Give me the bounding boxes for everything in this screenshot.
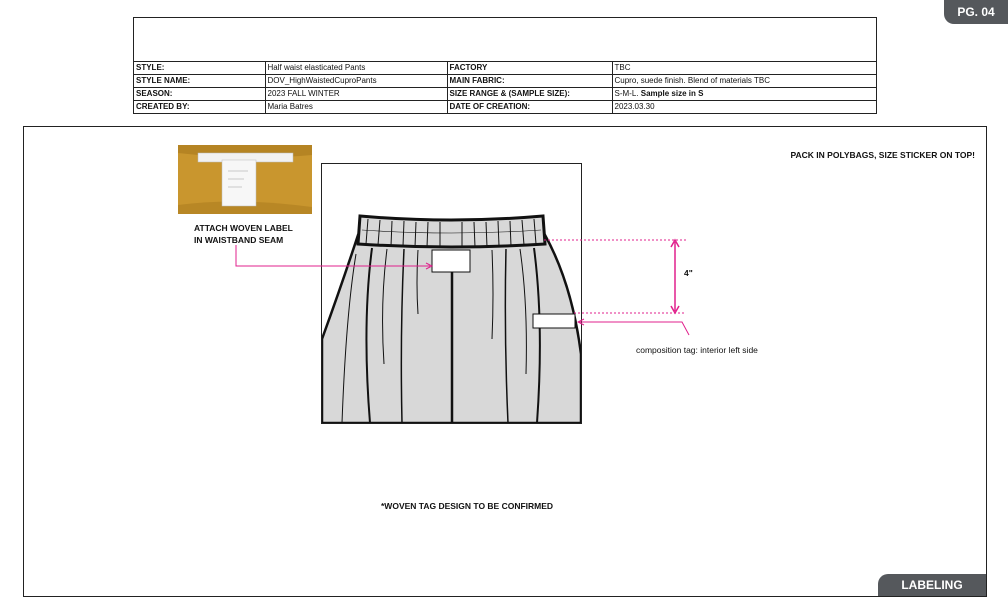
header-blank-area bbox=[134, 18, 876, 62]
composition-tag-note: composition tag: interior left side bbox=[636, 345, 758, 355]
label-created-by: CREATED BY: bbox=[134, 101, 265, 114]
table-row bbox=[134, 101, 876, 114]
packing-note: PACK IN POLYBAGS, SIZE STICKER ON TOP! bbox=[790, 150, 975, 160]
value-factory: TBC bbox=[612, 62, 876, 75]
value-created-by: Maria Batres bbox=[265, 101, 447, 114]
label-style: STYLE: bbox=[134, 62, 265, 75]
attach-label-line-1: ATTACH WOVEN LABEL bbox=[194, 223, 293, 233]
measurement-label: 4" bbox=[684, 268, 693, 278]
spec-table bbox=[134, 62, 876, 113]
label-style-name: STYLE NAME: bbox=[134, 75, 265, 88]
value-date-of-creation: 2023.03.30 bbox=[612, 101, 876, 114]
label-size-range: SIZE RANGE & (SAMPLE SIZE): bbox=[447, 88, 612, 101]
table-row bbox=[134, 88, 876, 101]
value-style-name: DOV_HighWaistedCuproPants bbox=[265, 75, 447, 88]
sample-size-bold: Sample size in S bbox=[640, 89, 704, 98]
spec-header bbox=[133, 17, 877, 114]
table-row bbox=[134, 62, 876, 75]
label-factory: FACTORY bbox=[447, 62, 612, 75]
value-season: 2023 FALL WINTER bbox=[265, 88, 447, 101]
annotation-overlay bbox=[24, 127, 986, 596]
section-badge: LABELING bbox=[878, 574, 986, 596]
labeling-panel bbox=[23, 126, 987, 597]
value-size-range bbox=[612, 88, 876, 101]
waistband-label-leader bbox=[236, 245, 430, 266]
attach-label-line-2: IN WAISTBAND SEAM bbox=[194, 235, 284, 245]
woven-tag-note: *WOVEN TAG DESIGN TO BE CONFIRMED bbox=[381, 501, 554, 511]
label-season: SEASON: bbox=[134, 88, 265, 101]
label-date-of-creation: DATE OF CREATION: bbox=[447, 101, 612, 114]
composition-tag-leader bbox=[579, 322, 689, 335]
value-style: Half waist elasticated Pants bbox=[265, 62, 447, 75]
value-main-fabric: Cupro, suede finish. Blend of materials TBC bbox=[612, 75, 876, 88]
label-main-fabric: MAIN FABRIC: bbox=[447, 75, 612, 88]
table-row bbox=[134, 75, 876, 88]
page-number-badge: PG. 04 bbox=[944, 0, 1008, 24]
size-range-plain: S-M-L. bbox=[614, 89, 639, 98]
